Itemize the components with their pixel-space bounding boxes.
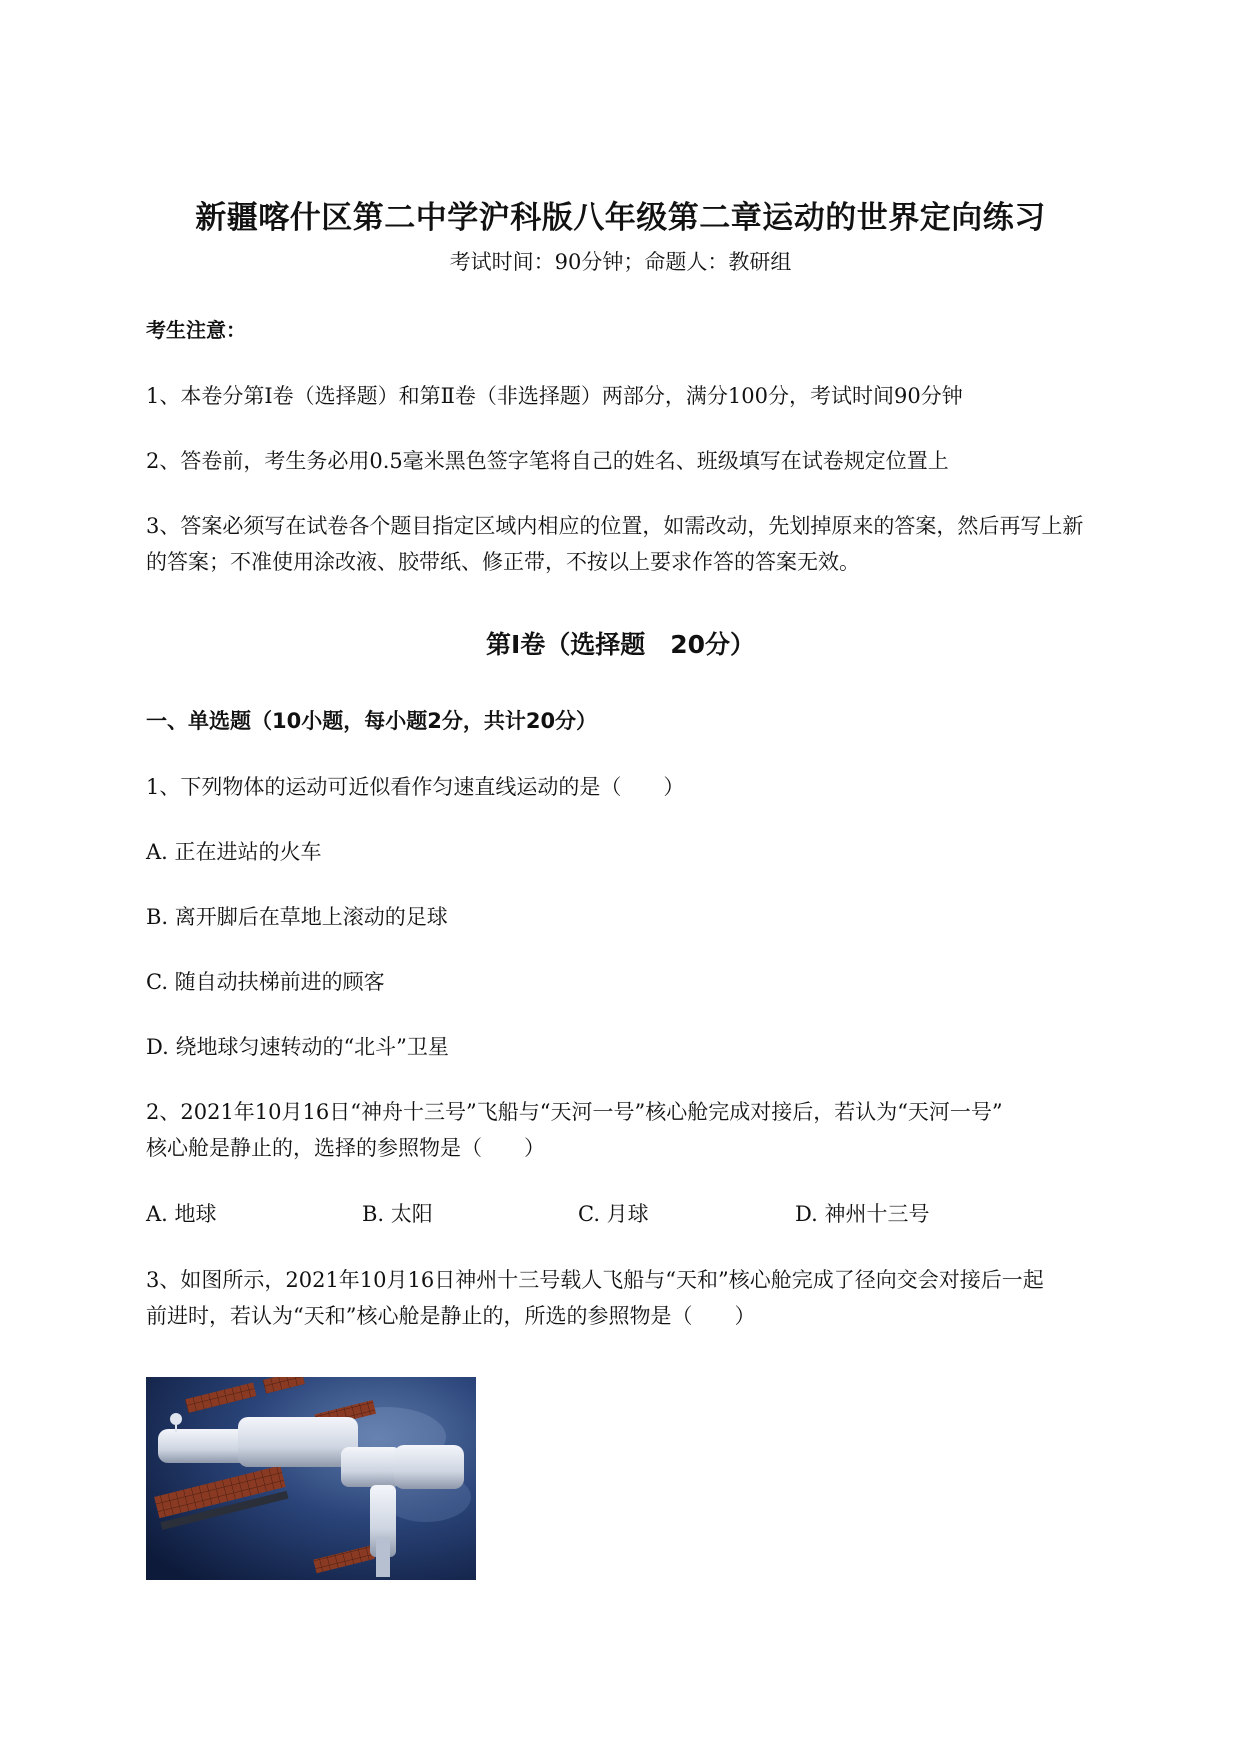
notice-heading: 考生注意： <box>146 318 246 342</box>
question-2-option-a[interactable]: A. 地球 <box>146 1202 217 1226</box>
part-title: 一、单选题（10小题，每小题2分，共计20分） <box>146 709 598 733</box>
notice-item-1: 1、本卷分第I卷（选择题）和第Ⅱ卷（非选择题）两部分，满分100分，考试时间90分钟 <box>146 384 963 408</box>
question-2-stem-cont: 核心舱是静止的，选择的参照物是（ ） <box>146 1136 545 1160</box>
question-2-option-c[interactable]: C. 月球 <box>578 1202 649 1226</box>
question-2-stem: 2、2021年10月16日“神舟十三号”飞船与“天河一号”核心舱完成对接后，若认为“天河一号” <box>146 1100 1003 1124</box>
question-3-stem: 3、如图所示，2021年10月16日神州十三号载人飞船与“天和”核心舱完成了径向交会对接后一起 <box>146 1268 1044 1292</box>
exam-subtitle: 考试时间：90分钟；命题人：教研组 <box>449 250 792 274</box>
notice-item-3: 3、答案必须写在试卷各个题目指定区域内相应的位置，如需改动，先划掉原来的答案，然后再写上新 <box>146 514 1084 538</box>
question-2-option-d[interactable]: D. 神州十三号 <box>795 1202 930 1226</box>
question-1-option-a[interactable]: A. 正在进站的火车 <box>146 840 322 864</box>
question-1-option-d[interactable]: D. 绕地球匀速转动的“北斗”卫星 <box>146 1035 449 1059</box>
question-1-option-c[interactable]: C. 随自动扶梯前进的顾客 <box>146 970 385 994</box>
question-1-stem: 1、下列物体的运动可近似看作匀速直线运动的是（ ） <box>146 775 685 799</box>
question-1-option-b[interactable]: B. 离开脚后在草地上滚动的足球 <box>146 905 448 929</box>
section-title: 第I卷（选择题 20分） <box>485 630 756 659</box>
question-2-option-b[interactable]: B. 太阳 <box>362 1202 433 1226</box>
document-title: 新疆喀什区第二中学沪科版八年级第二章运动的世界定向练习 <box>195 200 1046 236</box>
space-station-image <box>146 1377 476 1580</box>
question-3-stem-cont: 前进时，若认为“天和”核心舱是静止的，所选的参照物是（ ） <box>146 1304 756 1328</box>
notice-item-3-cont: 的答案；不准使用涂改液、胶带纸、修正带，不按以上要求作答的答案无效。 <box>146 550 860 574</box>
notice-item-2: 2、答卷前，考生务必用0.5毫米黑色签字笔将自己的姓名、班级填写在试卷规定位置上 <box>146 449 949 473</box>
